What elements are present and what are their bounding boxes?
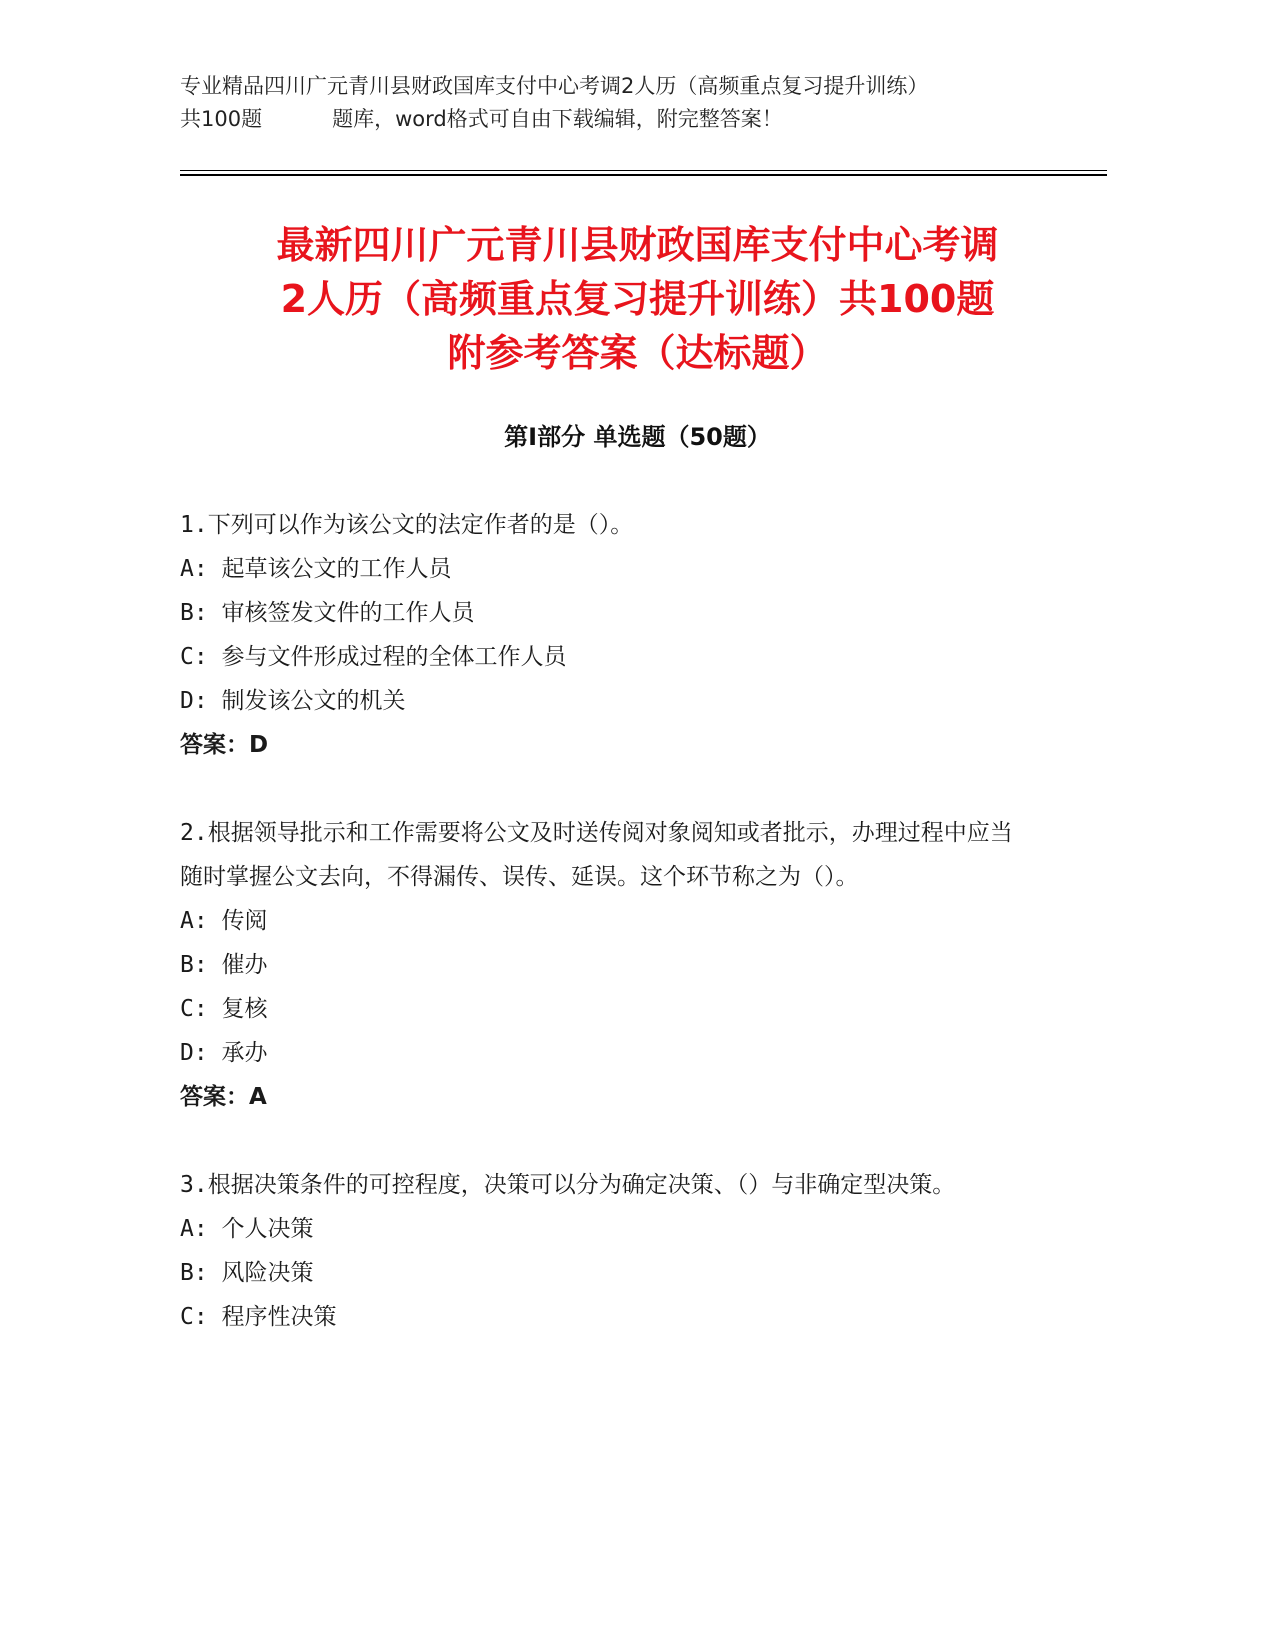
header-line-2 <box>180 103 1100 136</box>
option-a: A: 个人决策 <box>180 1216 314 1242</box>
question-2 <box>180 811 1020 1119</box>
answer: 答案：D <box>180 732 269 758</box>
option-c: C: 复核 <box>180 996 268 1022</box>
option-b: B: 催办 <box>180 952 268 978</box>
title-line-2: 2人历（高频重点复习提升训练）共100题 <box>280 277 995 321</box>
page-header <box>180 70 1100 136</box>
option-b: B: 风险决策 <box>180 1260 314 1286</box>
header-note: 题库，word格式可自由下载编辑，附完整答案！ <box>332 107 783 131</box>
header-count: 共100题 <box>180 107 263 131</box>
question-3 <box>180 1163 1020 1339</box>
document-title <box>150 218 1125 380</box>
option-c: C: 程序性决策 <box>180 1304 337 1330</box>
section-heading: 第Ⅰ部分 单选题（50题） <box>504 423 771 451</box>
question-1 <box>180 503 1020 767</box>
answer: 答案：A <box>180 1084 267 1110</box>
header-rule-thick <box>180 174 1107 176</box>
question-stem: 2.根据领导批示和工作需要将公文及时送传阅对象阅知或者批示，办理过程中应当随时掌握公文去向，不得漏传、误传、延误。这个环节称之为（）。 <box>180 820 1013 890</box>
option-b: B: 审核签发文件的工作人员 <box>180 600 475 626</box>
question-list <box>180 503 1020 1383</box>
title-line-3: 附参考答案（达标题） <box>447 331 828 375</box>
question-stem: 3.根据决策条件的可控程度，决策可以分为确定决策、（）与非确定型决策。 <box>180 1172 956 1198</box>
header-line-1: 专业精品四川广元青川县财政国库支付中心考调2人历（高频重点复习提升训练） <box>180 74 929 98</box>
option-c: C: 参与文件形成过程的全体工作人员 <box>180 644 567 670</box>
option-d: D: 制发该公文的机关 <box>180 688 406 714</box>
option-a: A: 起草该公文的工作人员 <box>180 556 452 582</box>
option-a: A: 传阅 <box>180 908 268 934</box>
option-d: D: 承办 <box>180 1040 268 1066</box>
title-line-1: 最新四川广元青川县财政国库支付中心考调 <box>276 223 999 267</box>
question-stem: 1.下列可以作为该公文的法定作者的是（）。 <box>180 512 634 538</box>
header-rule-thin <box>180 170 1107 171</box>
